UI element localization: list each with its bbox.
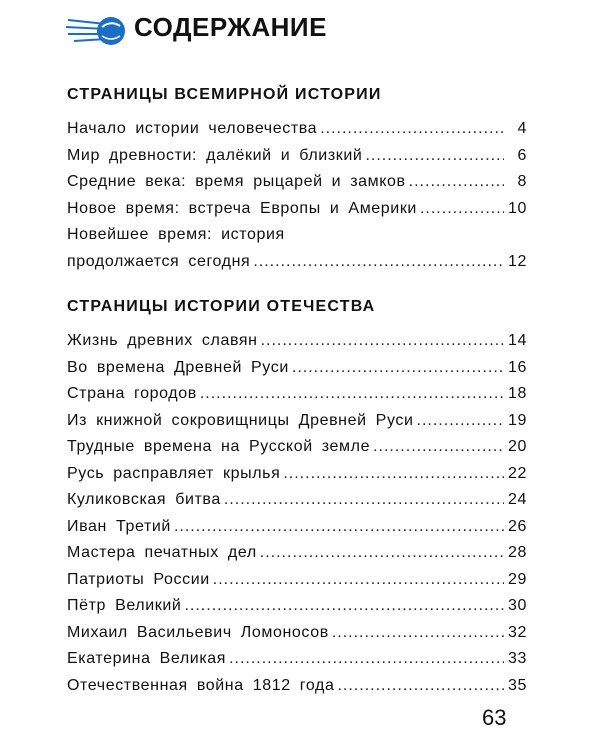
toc-entry-label: Мир древности: далёкий и близкий bbox=[67, 146, 363, 164]
toc-entry-page: 22 bbox=[508, 464, 527, 482]
toc-entry-page: 10 bbox=[508, 199, 527, 217]
dot-leader bbox=[174, 514, 504, 541]
toc-entry-page: 6 bbox=[517, 146, 527, 164]
toc-section-world-history bbox=[67, 84, 527, 275]
toc-entry-page: 12 bbox=[508, 252, 527, 270]
toc-entry[interactable] bbox=[67, 355, 527, 382]
dot-leader bbox=[253, 249, 504, 276]
toc-entry[interactable] bbox=[67, 143, 527, 170]
dot-leader bbox=[373, 434, 504, 461]
dot-leader bbox=[320, 116, 504, 143]
toc-entry-page: 26 bbox=[508, 517, 527, 535]
toc-entry-page: 28 bbox=[508, 544, 527, 561]
dot-leader bbox=[260, 540, 504, 567]
comet-ball-icon bbox=[66, 14, 128, 48]
dot-leader bbox=[417, 408, 504, 435]
dot-leader bbox=[224, 487, 504, 514]
toc-entry[interactable] bbox=[67, 408, 527, 435]
toc-entry[interactable] bbox=[67, 646, 527, 673]
toc-entry-page: 24 bbox=[508, 491, 527, 508]
toc-entry-label: Новое время: встреча Европы и Америки bbox=[67, 199, 417, 217]
toc-entry[interactable] bbox=[67, 116, 527, 143]
page-title: СОДЕРЖАНИЕ bbox=[134, 12, 327, 42]
toc-entry[interactable] bbox=[67, 620, 527, 647]
toc-entry-label: Иван Третий bbox=[67, 517, 171, 535]
toc-entry-page: 8 bbox=[517, 173, 527, 190]
toc-entry-label: Михаил Васильевич Ломоносов bbox=[67, 623, 329, 641]
dot-leader bbox=[283, 461, 504, 488]
section-title: СТРАНИЦЫ ИСТОРИИ ОТЕЧЕСТВА bbox=[67, 298, 376, 315]
dot-leader bbox=[213, 567, 504, 594]
toc-entry-label: Русь расправляет крылья bbox=[67, 464, 281, 482]
toc-entry-label: Трудные времена на Русской земле bbox=[67, 438, 371, 455]
toc-entry-label: Начало истории человечества bbox=[67, 120, 318, 137]
section-title: СТРАНИЦЫ ВСЕМИРНОЙ ИСТОРИИ bbox=[67, 86, 382, 103]
toc-entry-label: Страна городов bbox=[67, 385, 197, 402]
dot-leader bbox=[409, 169, 504, 196]
toc-entry-label: Екатерина Великая bbox=[67, 650, 227, 667]
dot-leader bbox=[365, 143, 504, 170]
dot-leader bbox=[332, 620, 504, 647]
toc-entry-page: 4 bbox=[517, 120, 527, 137]
toc-entry[interactable] bbox=[67, 673, 527, 700]
dot-leader bbox=[229, 646, 504, 673]
toc-entry[interactable] bbox=[67, 540, 527, 567]
toc-entry[interactable] bbox=[67, 461, 527, 488]
toc-entry-label-line2: продолжается сегодня bbox=[67, 252, 251, 270]
toc-entry-page: 29 bbox=[508, 570, 527, 588]
dot-leader bbox=[292, 355, 504, 382]
toc-entry-label: Куликовская битва bbox=[67, 491, 221, 508]
toc-entry-page: 19 bbox=[508, 411, 527, 429]
dot-leader bbox=[184, 593, 504, 620]
toc-entry-label: Мастера печатных дел bbox=[67, 544, 257, 561]
toc-entry-label: Во времена Древней Руси bbox=[67, 358, 289, 376]
toc-entry-page: 32 bbox=[508, 623, 527, 641]
dot-leader bbox=[261, 328, 504, 355]
toc-entry[interactable] bbox=[67, 487, 527, 514]
toc-entry[interactable] bbox=[67, 196, 527, 223]
toc-entry[interactable] bbox=[67, 514, 527, 541]
toc-entry-label: Пётр Великий bbox=[67, 597, 182, 614]
toc-entry[interactable] bbox=[67, 381, 527, 408]
toc-entry[interactable] bbox=[67, 169, 527, 196]
dot-leader bbox=[200, 381, 504, 408]
toc-entry-label: Из книжной сокровищницы Древней Руси bbox=[67, 411, 414, 429]
toc-entry-page: 35 bbox=[508, 676, 527, 694]
dot-leader bbox=[420, 196, 504, 223]
toc-section-national-history bbox=[67, 296, 527, 699]
toc-entry[interactable] bbox=[67, 222, 527, 275]
toc-entry-label: Средние века: время рыцарей и замков bbox=[67, 173, 406, 190]
toc-entry-page: 33 bbox=[508, 650, 527, 667]
toc-entry-page: 18 bbox=[508, 385, 527, 402]
toc-entry-label-line1: Новейшее время: история bbox=[67, 226, 285, 243]
toc-entry-page: 14 bbox=[508, 332, 527, 349]
toc-entry[interactable] bbox=[67, 593, 527, 620]
toc-entry[interactable] bbox=[67, 434, 527, 461]
toc-entry[interactable] bbox=[67, 567, 527, 594]
toc-entry[interactable] bbox=[67, 328, 527, 355]
page-number: 63 bbox=[482, 705, 507, 730]
toc-entry-page: 20 bbox=[508, 438, 527, 455]
toc-entry-label: Отечественная война 1812 года bbox=[67, 676, 335, 694]
dot-leader bbox=[337, 673, 504, 700]
toc-entry-label: Жизнь древних славян bbox=[67, 332, 258, 349]
toc-entry-label: Патриоты России bbox=[67, 570, 210, 588]
toc-entry-page: 16 bbox=[508, 358, 527, 376]
toc-entry-page: 30 bbox=[508, 597, 527, 614]
